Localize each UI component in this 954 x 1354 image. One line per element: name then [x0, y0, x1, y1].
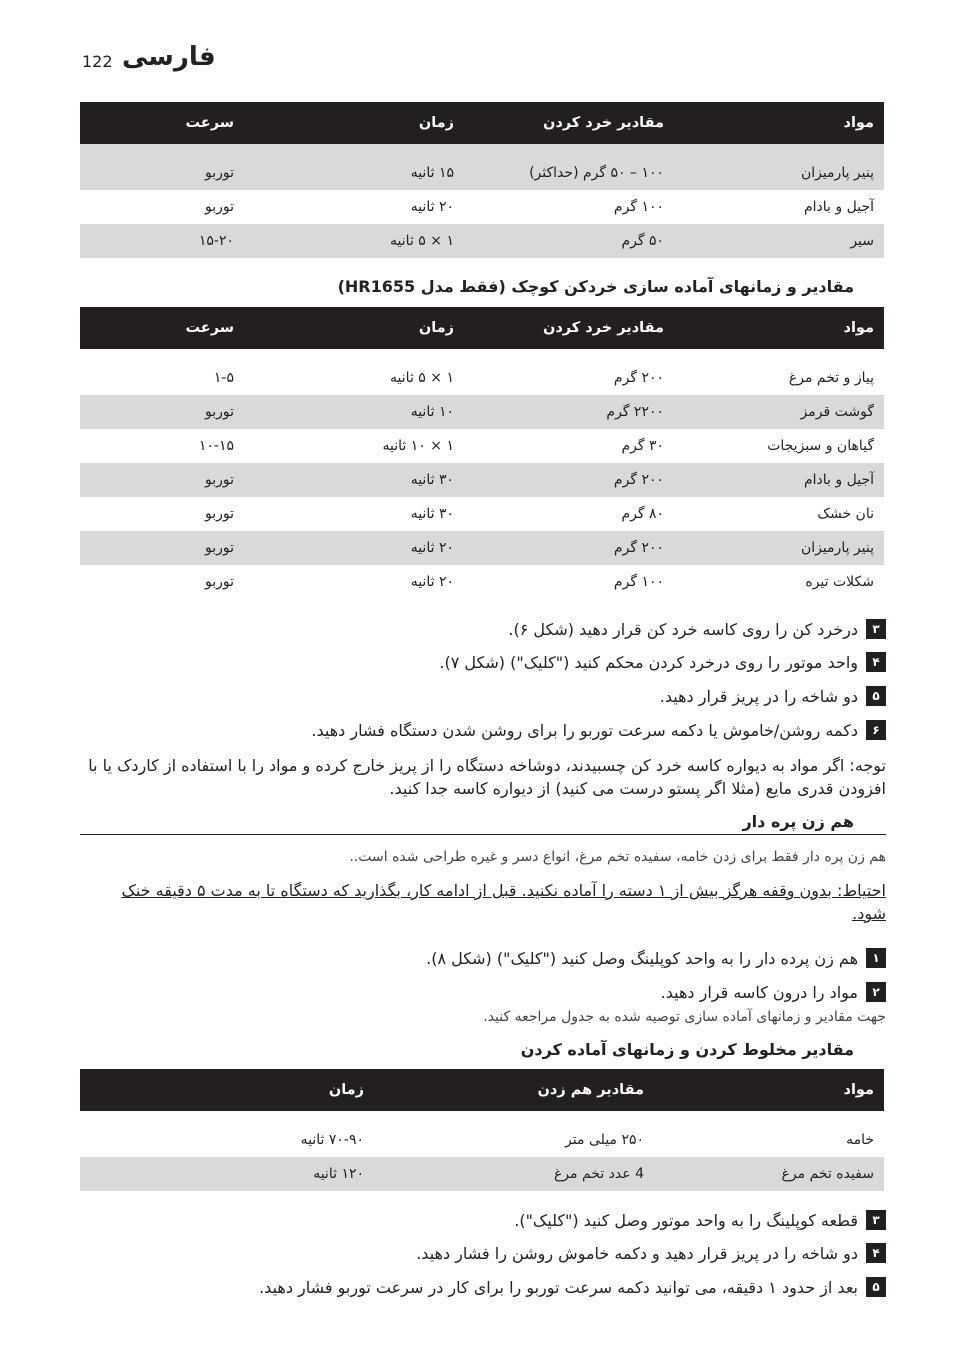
cell-quantity: ۱۰۰ – ۵۰ گرم (حداکثر) [464, 156, 674, 190]
step-text: هم زن پرده دار را به واحد کوپلینگ وصل کنید ("کلیک") (شکل ۸). [426, 948, 858, 968]
table-row [80, 361, 884, 395]
cell-time: ۱۲۰ ثانیه [80, 1157, 374, 1191]
step-text: دکمه روشن/خاموش یا دکمه سرعت توربو را برای روشن شدن دستگاه فشار دهید. [311, 720, 858, 740]
column-header-ingredient: مواد [674, 307, 884, 349]
cell-quantity: ۲۲۰۰ گرم [464, 395, 674, 429]
step-item [660, 686, 886, 706]
cell-time: ۱ × ۵ ثانیه [390, 370, 454, 386]
cell-ingredient: خامه [846, 1132, 874, 1148]
table-row [80, 224, 884, 258]
cell-time: ۱۰ ثانیه [244, 395, 464, 429]
step-item [426, 948, 886, 968]
cell-ingredient: گیاهان و سبزیجات [767, 438, 874, 454]
step-number: ۳ [866, 1210, 886, 1230]
cell-quantity: ۸۰ گرم [621, 506, 664, 522]
page-header [80, 40, 400, 80]
cell-speed: توربو [80, 531, 244, 565]
cell-ingredient: سیر [674, 224, 884, 258]
cell-speed: توربو [80, 395, 244, 429]
caution-paragraph: احتیاط: بدون وقفه هرگز بیش از ۱ دسته را آماده نکنید. قبل از ادامه کار، بگذارید که دستگاه تا به مدت ۵ دقیقه خنک شود. [121, 881, 886, 923]
step-item [416, 1243, 886, 1263]
cell-time: ۲۰ ثانیه [244, 531, 464, 565]
step-item [661, 982, 886, 1002]
whisk-intro: هم زن پره دار فقط برای زدن خامه، سفیده تخم مرغ، انواع دسر و غیره طراحی شده است.. [349, 849, 886, 865]
cell-ingredient: نان خشک [817, 506, 874, 522]
cell-time: ۷۰-۹۰ ثانیه [300, 1132, 364, 1148]
table-row [80, 463, 884, 497]
column-header-ingredient: مواد [674, 102, 884, 144]
cell-ingredient: گوشت قرمز [674, 395, 884, 429]
column-header-ingredient: مواد [654, 1069, 884, 1111]
cell-ingredient: شکلات تیره [805, 574, 874, 590]
column-header-time: زمان [244, 307, 464, 349]
step-text: قطعه کوپلینگ را به واحد موتور وصل کنید ("کلیک"). [514, 1210, 858, 1230]
step-item [508, 619, 886, 639]
cell-quantity: 4 عدد تخم مرغ [374, 1157, 654, 1191]
cell-time: ۱ × ۱۰ ثانیه [382, 438, 454, 454]
page-number: 122 [82, 52, 113, 71]
cell-time: ۳۰ ثانیه [410, 506, 454, 522]
cell-time: ۲۰ ثانیه [410, 574, 454, 590]
step-number: ۳ [866, 619, 886, 639]
cell-ingredient: سفیده تخم مرغ [654, 1157, 884, 1191]
table-row [80, 1157, 884, 1191]
step-number: ۵ [866, 1277, 886, 1297]
column-header-time: زمان [244, 102, 464, 144]
step-item [514, 1210, 886, 1230]
table-row [80, 395, 884, 429]
step-item [311, 720, 886, 740]
table-row [80, 565, 884, 599]
cell-speed: توربو [80, 463, 244, 497]
cell-time: ۲۰ ثانیه [410, 199, 454, 215]
table-row [80, 497, 884, 531]
column-header-quantity: مقادیر خرد کردن [464, 102, 674, 144]
table-row [80, 156, 884, 190]
column-header-speed: سرعت [80, 307, 244, 349]
step-number: ۴ [866, 652, 886, 672]
cell-time: ۳۰ ثانیه [244, 463, 464, 497]
cell-quantity: ۲۰۰ گرم [613, 370, 664, 386]
column-header-speed: سرعت [80, 102, 244, 144]
cell-time: ۱۵ ثانیه [244, 156, 464, 190]
step-text: بعد از حدود ۱ دقیقه، می توانید دکمه سرعت توربو را برای کار در سرعت توربو فشار دهید. [259, 1277, 858, 1297]
cell-speed: ۱-۵ [213, 370, 234, 386]
chopping-table-1 [80, 102, 884, 258]
table-row [80, 190, 884, 224]
step-number: ۴ [866, 1243, 886, 1263]
cell-quantity: ۱۰۰ گرم [613, 199, 664, 215]
whisking-table [80, 1069, 884, 1191]
cell-ingredient: آجیل و بادام [674, 463, 884, 497]
cell-quantity: ۲۰۰ گرم [464, 463, 674, 497]
step-text: دو شاخه را در پریز قرار دهید و دکمه خاموش روشن را فشار دهید. [416, 1243, 858, 1263]
table-row [80, 1123, 884, 1157]
step-text: دو شاخه را در پریز قرار دهید. [659, 686, 858, 706]
cell-ingredient: آجیل و بادام [804, 199, 874, 215]
cell-time: ۱ × ۵ ثانیه [244, 224, 464, 258]
step-text: مواد را درون کاسه قرار دهید. [660, 982, 858, 1002]
table-row [80, 531, 884, 565]
cell-speed: توربو [204, 574, 234, 590]
section-heading-whisking: مقادیر مخلوط کردن و زمانهای آماده کردن [520, 1040, 854, 1059]
cell-speed: توربو [204, 199, 234, 215]
column-header-time: زمان [80, 1069, 374, 1111]
step-number: ۵ [866, 686, 886, 706]
page-title: فارسی [122, 42, 216, 72]
step-number: ۱ [866, 948, 886, 968]
step-text: درخرد کن را روی کاسه خرد کن قرار دهید (شکل ۶). [508, 619, 858, 639]
cell-speed: ۱۰-۱۵ [198, 438, 234, 454]
cell-speed: توربو [204, 506, 234, 522]
cell-quantity: ۲۵۰ میلی متر [565, 1132, 644, 1148]
step-item [259, 1277, 886, 1297]
cell-quantity: ۳۰ گرم [621, 438, 664, 454]
step-note: جهت مقادیر و زمانهای آماده سازی توصیه شده به جدول مراجعه کنید. [483, 1009, 886, 1025]
step-item [439, 652, 886, 672]
step-number: ۶ [866, 720, 886, 740]
note-paragraph: توجه: اگر مواد به دیواره کاسه خرد کن چسبیدند، دوشاخه دستگاه را از پریز خارج کرده و مواد را با استفاده از کاردک یا با افزودن قدری مایع (مثلا اگر پستو درست می کنید) از دیواره کاسه جدا کنید. [88, 756, 886, 798]
cell-speed: ۱۵-۲۰ [80, 224, 244, 258]
cell-ingredient: پنیر پارمیزان [674, 156, 884, 190]
section-divider [80, 834, 886, 835]
section-heading-mini-chopper: مقادیر و زمانهای آماده سازی خردکن کوچک (فقط مدل HR1655) [337, 277, 854, 296]
step-number: ۲ [866, 982, 886, 1002]
step-text: واحد موتور را روی درخرد کردن محکم کنید ("کلیک") (شکل ۷). [439, 652, 858, 672]
cell-speed: توربو [80, 156, 244, 190]
cell-quantity: ۲۰۰ گرم [464, 531, 674, 565]
cell-quantity: ۵۰ گرم [464, 224, 674, 258]
table-row [80, 429, 884, 463]
chopping-table-2 [80, 307, 884, 599]
cell-ingredient: پیاز و تخم مرغ [788, 370, 874, 386]
column-header-quantity: مقادیر خرد کردن [464, 307, 674, 349]
section-heading-whisk: هم زن پره دار [742, 812, 854, 831]
column-header-quantity: مقادیر هم زدن [374, 1069, 654, 1111]
cell-ingredient: پنیر پارمیزان [674, 531, 884, 565]
cell-quantity: ۱۰۰ گرم [613, 574, 664, 590]
